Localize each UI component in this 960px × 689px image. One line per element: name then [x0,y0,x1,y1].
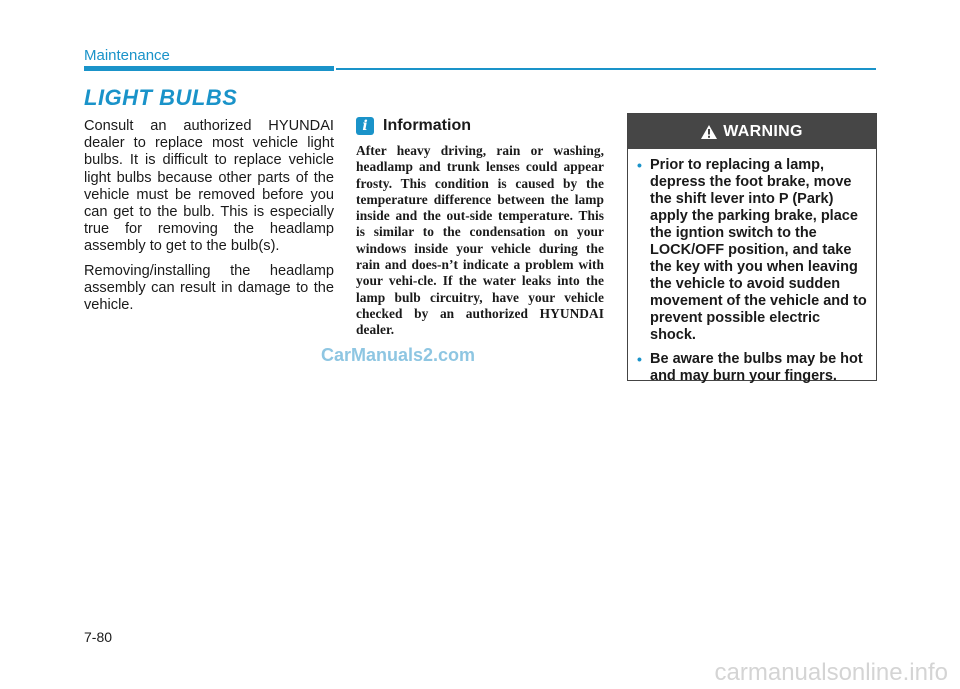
warning-item-text: Be aware the bulbs may be hot and may burn your fingers. [650,351,863,384]
warning-item [637,351,867,385]
information-title: Information [383,117,471,134]
body-paragraph: Removing/installing the headlamp assembly can result in damage to the vehicle. [84,262,334,314]
info-icon: i [356,117,374,135]
warning-item-text: Prior to replacing a lamp, depress the foot brake, move the shift lever into P (Park) apply the parking brake, place the igntion switch to the LOCK/OFF position, and take the key with you when leaving the vehicle to avoid sudden movement of the vehicle and to prevent possible electric shock. [650,157,867,343]
information-header [356,115,604,137]
header-rule-thick [84,66,334,71]
watermark: CarManuals2.com [321,345,476,365]
page-title: LIGHT BULBS [84,85,238,110]
warning-list [628,149,876,385]
warning-item [637,157,867,344]
warning-box [627,113,877,384]
information-box [356,115,604,339]
warning-title: WARNING [723,122,803,140]
footer-watermark: carmanualsonline.info [714,659,948,686]
section-header: Maintenance [84,47,170,64]
body-paragraph: Consult an authorized HYUNDAI dealer to replace most vehicle light bulbs. It is difficult to replace vehicle light bulbs because other parts of the vehicle must be removed before you can get to the bulb. This is especially true for removing the headlamp assembly to get to the bulb(s). [84,118,334,255]
body-column [84,118,334,321]
warning-header [628,114,876,149]
page-number: 7-80 [84,629,113,645]
information-body: After heavy driving, rain or washing, headlamp and trunk lenses could appear frosty. This condition is caused by the temperature difference between the lamp inside and the out-side temperature. This is similar to the condensation on your windows inside your vehicle during the rain and does-n’t indicate a problem with your vehi-cle. If the water leaks into the lamp bulb circuitry, have your vehicle checked by an authorized HYUNDAI dealer. [356,143,604,338]
header-rule-thin [336,68,876,70]
bullet-icon: • [637,351,642,367]
bullet-icon: • [637,157,642,173]
warning-triangle-icon [701,125,717,139]
